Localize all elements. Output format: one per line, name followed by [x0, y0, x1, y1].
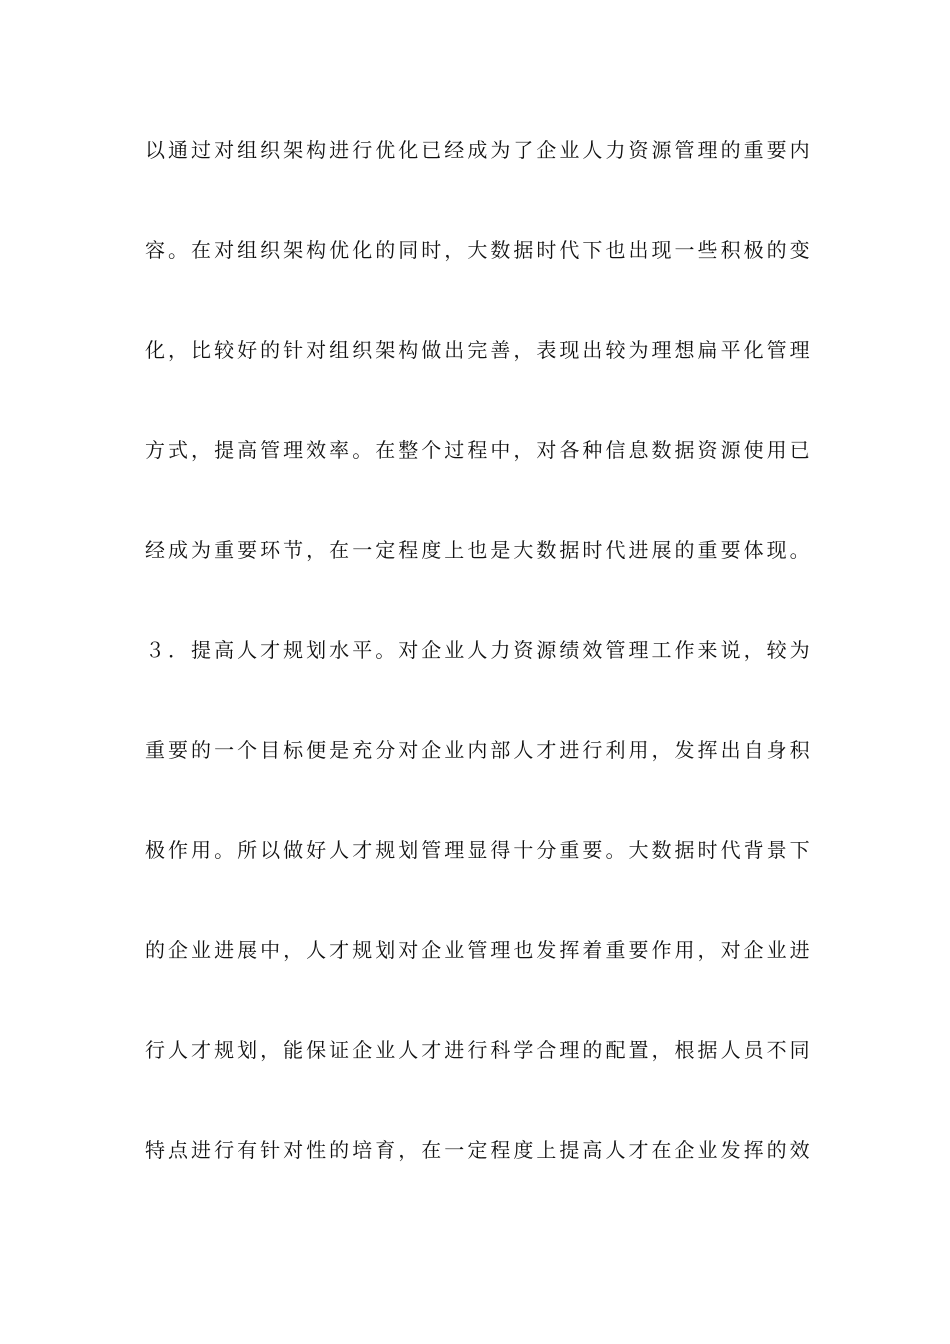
paragraph-line: 的企业进展中，人才规划对企业管理也发挥着重要作用，对企业进 [145, 938, 810, 962]
paragraph-line: 经成为重要环节，在一定程度上也是大数据时代进展的重要体现。 [145, 538, 810, 562]
paragraph-line: 化，比较好的针对组织架构做出完善，表现出较为理想扁平化管理 [145, 338, 810, 362]
paragraph-line: 极作用。所以做好人才规划管理显得十分重要。大数据时代背景下 [145, 838, 810, 862]
paragraph-line: 行人才规划，能保证企业人才进行科学合理的配置，根据人员不同 [145, 1038, 810, 1062]
paragraph-line: ３．提高人才规划水平。对企业人力资源绩效管理工作来说，较为 [145, 638, 810, 662]
paragraph-line: 以通过对组织架构进行优化已经成为了企业人力资源管理的重要内 [145, 138, 810, 162]
paragraph-line: 重要的一个目标便是充分对企业内部人才进行利用，发挥出自身积 [145, 738, 810, 762]
paragraph-line: 特点进行有针对性的培育，在一定程度上提高人才在企业发挥的效 [145, 1138, 810, 1162]
paragraph-line: 容。在对组织架构优化的同时，大数据时代下也出现一些积极的变 [145, 238, 810, 262]
paragraph-line: 方式，提高管理效率。在整个过程中，对各种信息数据资源使用已 [145, 438, 810, 462]
